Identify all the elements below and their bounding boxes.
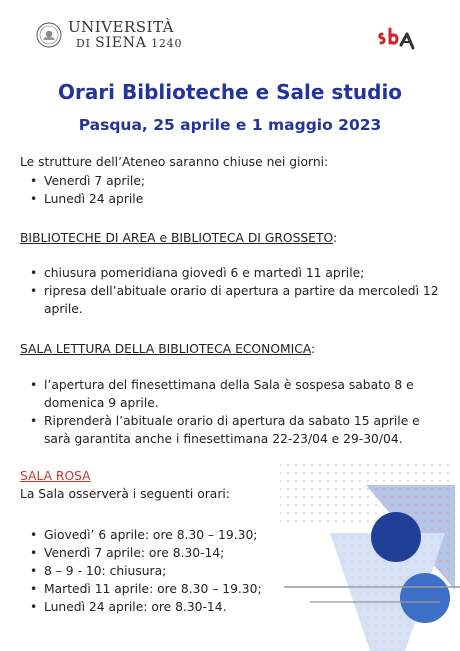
university-name-line1: UNIVERSITÀ xyxy=(68,18,174,36)
section-heading-economica: SALA LETTURA DELLA BIBLIOTECA ECONOMICA: xyxy=(20,342,316,356)
list-item: • Martedì 11 aprile: ore 8.30 – 19.30; xyxy=(20,580,450,598)
sala-rosa-list xyxy=(20,526,450,616)
list-item: • Lunedì 24 aprile xyxy=(20,190,450,208)
economica-list xyxy=(20,376,450,448)
list-item: • chiusura pomeridiana giovedì 6 e martedì 11 aprile; xyxy=(20,264,450,282)
intro-text: Le strutture dell’Ateneo saranno chiuse nei giorni: xyxy=(20,155,329,169)
sba-logo xyxy=(377,26,417,52)
section-heading-area: BIBLIOTECHE DI AREA e BIBLIOTECA DI GROSSETO: xyxy=(20,231,338,245)
page-title: Orari Biblioteche e Sale studio xyxy=(57,80,403,104)
list-item: • 8 – 9 - 10: chiusura; xyxy=(20,562,450,580)
university-year: 1240 xyxy=(151,36,183,50)
university-name-city: SIENA xyxy=(95,34,147,51)
list-item: • Venerdì 7 aprile; xyxy=(20,172,450,190)
list-item: • Riprenderà l’abituale orario di apertura da sabato 15 aprile e sarà garantita anche i finesettimana 22-23/04 e 29-30/04. xyxy=(20,412,450,448)
list-item: • l’apertura del finesettimana della Sala è sospesa sabato 8 e domenica 9 aprile. xyxy=(20,376,450,412)
university-name-prefix: DI xyxy=(76,36,91,50)
closure-days-list xyxy=(20,172,450,208)
university-logo xyxy=(36,20,182,50)
list-item: • Venerdì 7 aprile: ore 8.30-14; xyxy=(20,544,450,562)
section-heading-sala-rosa: SALA ROSA xyxy=(20,469,91,483)
list-item: • Giovedì’ 6 aprile: ore 8.30 – 19.30; xyxy=(20,526,450,544)
sala-rosa-text: La Sala osserverà i seguenti orari: xyxy=(20,487,230,501)
list-item: • ripresa dell’abituale orario di apertura a partire da mercoledì 12 aprile. xyxy=(20,282,450,318)
university-seal-icon xyxy=(36,22,62,48)
list-item: • Lunedì 24 aprile: ore 8.30-14. xyxy=(20,598,450,616)
area-list xyxy=(20,264,450,318)
page-subtitle: Pasqua, 25 aprile e 1 maggio 2023 xyxy=(78,116,382,134)
